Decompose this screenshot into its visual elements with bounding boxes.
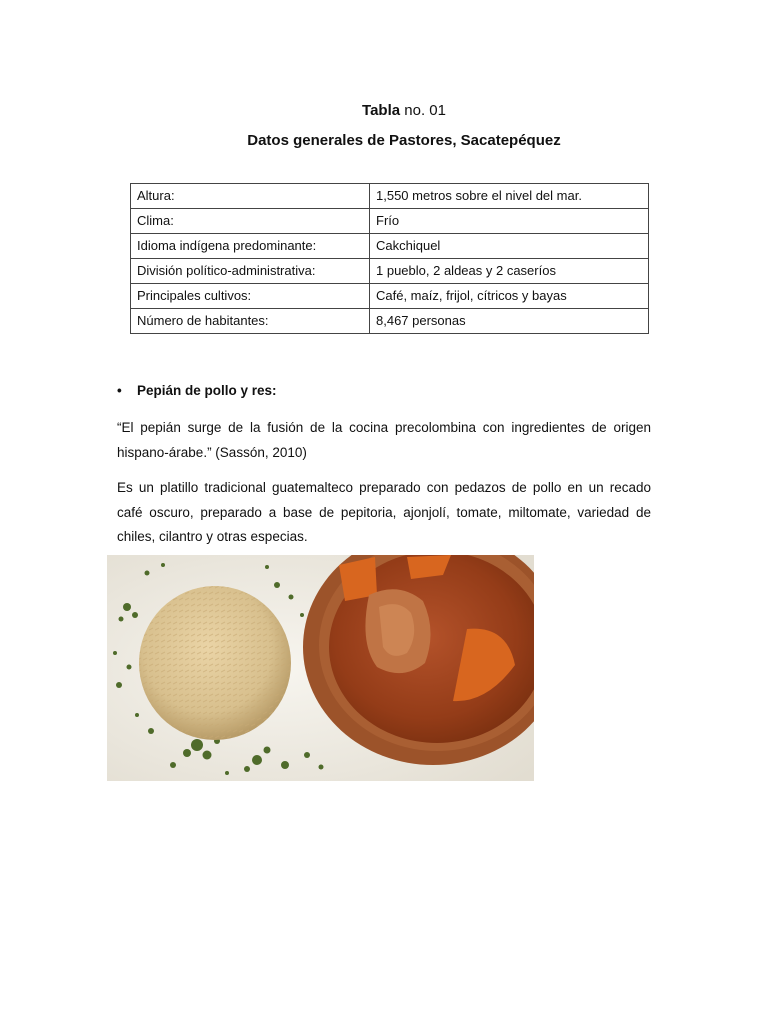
- table-row: [131, 259, 649, 284]
- row-label: División político-administrativa:: [131, 259, 370, 284]
- description-paragraph: Es un platillo tradicional guatemalteco preparado con pedazos de pollo en un recado café oscuro, preparado a base de pepitoria, ajonjolí, tomate, miltomate, variedad de chiles, cilantro y otras especias.: [117, 480, 651, 544]
- bullet-point: •: [117, 383, 122, 398]
- row-label: Clima:: [131, 209, 370, 234]
- general-data-table: [130, 183, 649, 334]
- row-value: 1,550 metros sobre el nivel del mar.: [370, 184, 649, 209]
- row-value: Cakchiquel: [370, 234, 649, 259]
- row-value: 8,467 personas: [370, 309, 649, 334]
- section-heading: [117, 381, 277, 401]
- table-row: [131, 184, 649, 209]
- row-label: Número de habitantes:: [131, 309, 370, 334]
- table-caption-prefix: Tabla: [362, 102, 401, 119]
- table-caption: [0, 101, 768, 121]
- table-row: [131, 234, 649, 259]
- row-label: Altura:: [131, 184, 370, 209]
- table-row: [131, 209, 649, 234]
- row-value: 1 pueblo, 2 aldeas y 2 caseríos: [370, 259, 649, 284]
- row-value: Café, maíz, frijol, cítricos y bayas: [370, 284, 649, 309]
- table-row: [131, 309, 649, 334]
- pepian-photo: [107, 555, 534, 781]
- table-caption-number: no. 01: [404, 102, 446, 119]
- section-heading-text: Pepián de pollo y res:: [137, 383, 277, 398]
- table-row: [131, 284, 649, 309]
- row-value: Frío: [370, 209, 649, 234]
- row-label: Principales cultivos:: [131, 284, 370, 309]
- quote-paragraph: “El pepián surge de la fusión de la cocina precolombina con ingredientes de origen hispano-árabe.” (Sassón, 2010): [117, 420, 651, 460]
- row-label: Idioma indígena predominante:: [131, 234, 370, 259]
- table-title: Datos generales de Pastores, Sacatepéquez: [247, 132, 561, 149]
